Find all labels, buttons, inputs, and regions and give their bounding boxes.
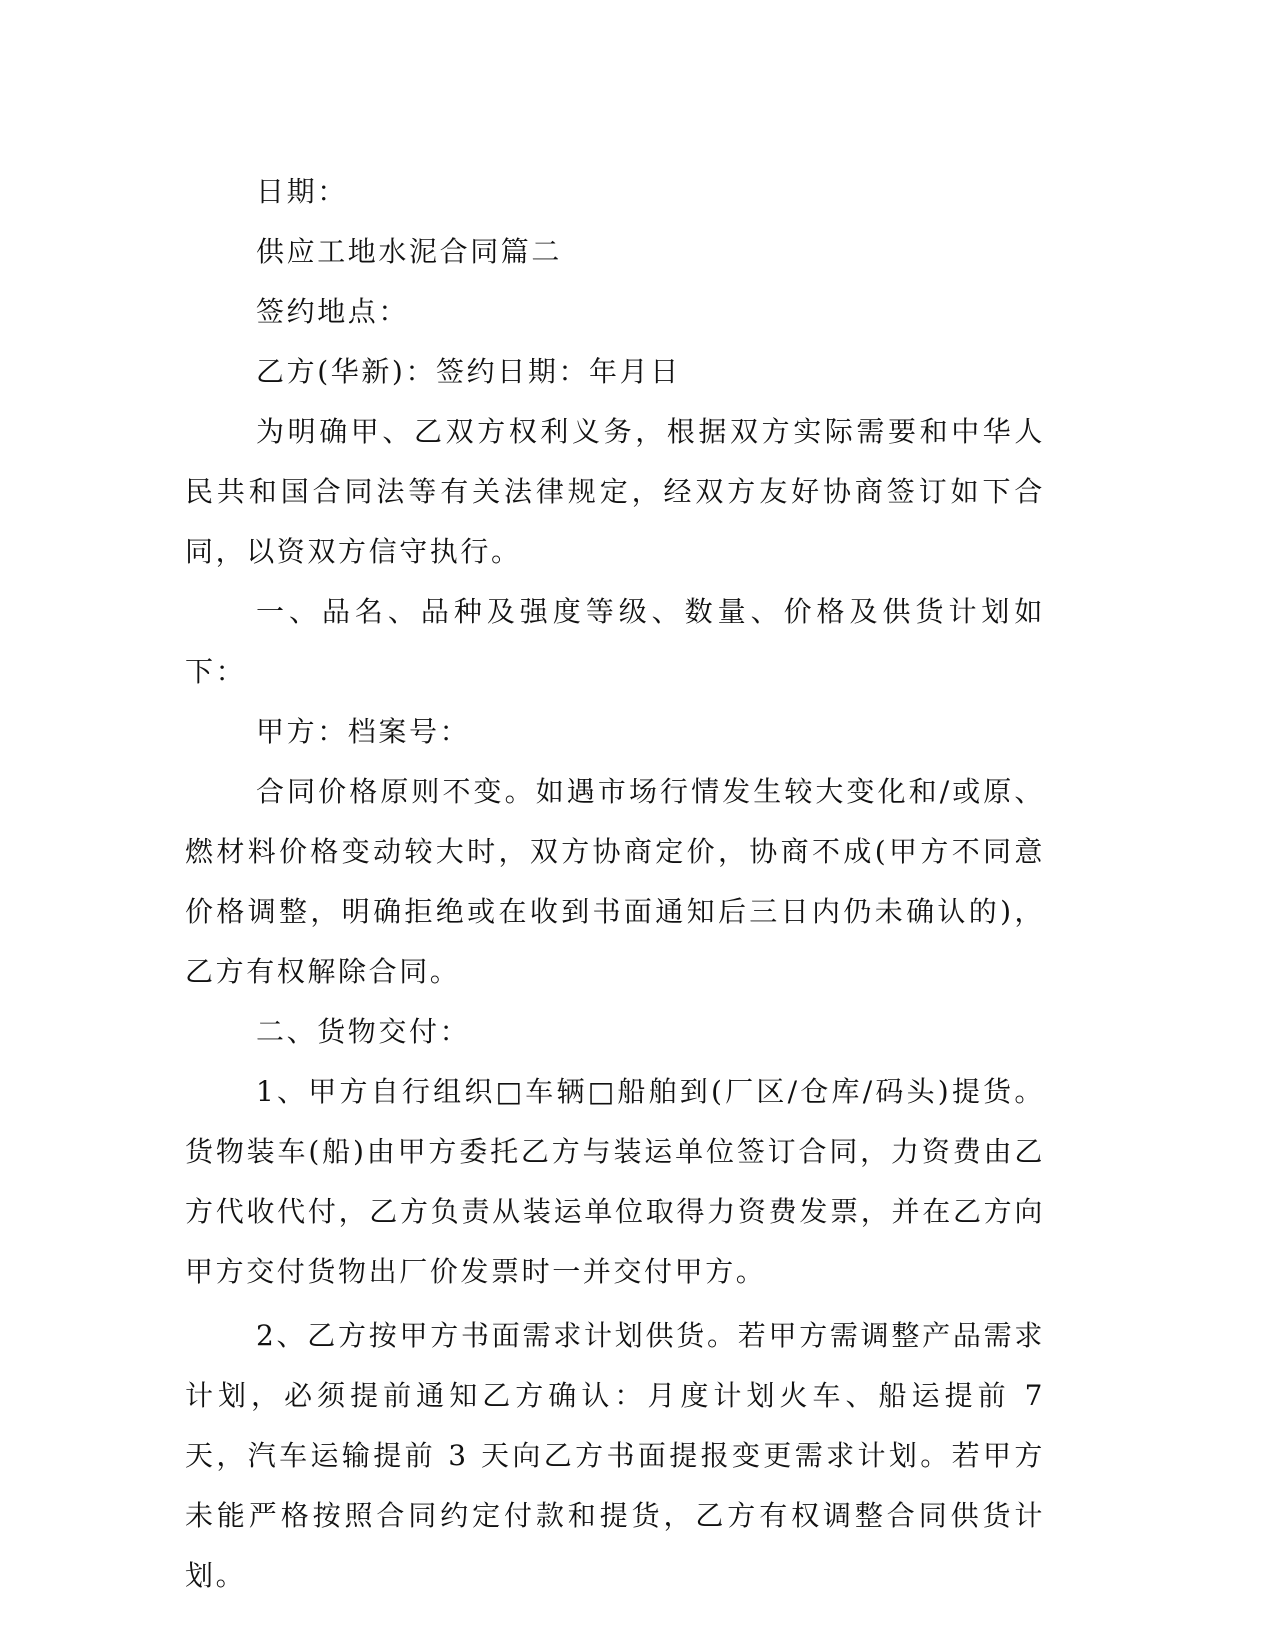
- clause-one-heading: 一、品名、品种及强度等级、数量、价格及供货计划如下：: [185, 595, 1045, 688]
- delivery-item-1: 1、甲方自行组织□车辆□船舶到(厂区/仓库/码头)提货。货物装车(船)由甲方委托乙方与装运单位签订合同，力资费由乙方代收代付，乙方负责从装运单位取得力资费发票，并在乙方向甲方交付货物出厂价发票时一并交付甲方。: [185, 1075, 1045, 1288]
- date-line: 日期：: [256, 175, 348, 208]
- preamble-paragraph: 为明确甲、乙双方权利义务，根据双方实际需要和中华人民共和国合同法等有关法律规定，经双方友好协商签订如下合同，以资双方信守执行。: [185, 415, 1045, 568]
- document-body: [185, 162, 1045, 1606]
- section-title: 供应工地水泥合同篇二: [256, 235, 563, 268]
- party-b-signing-date-line: 乙方(华新)：签约日期：年月日: [256, 355, 681, 388]
- party-a-archive-line: 甲方：档案号：: [256, 715, 471, 748]
- clause-two-heading: 二、货物交付：: [256, 1015, 471, 1048]
- price-clause-paragraph: 合同价格原则不变。如遇市场行情发生较大变化和/或原、燃材料价格变动较大时，双方协商定价，协商不成(甲方不同意价格调整，明确拒绝或在收到书面通知后三日内仍未确认的)，乙方有权解除合同。: [185, 775, 1045, 988]
- signing-location-line: 签约地点：: [256, 295, 410, 328]
- delivery-item-2: 2、乙方按甲方书面需求计划供货。若甲方需调整产品需求计划，必须提前通知乙方确认：月度计划火车、船运提前 7 天，汽车运输提前 3 天向乙方书面提报变更需求计划。若甲方未能严格按照合同约定付款和提货，乙方有权调整合同供货计划。: [185, 1319, 1045, 1592]
